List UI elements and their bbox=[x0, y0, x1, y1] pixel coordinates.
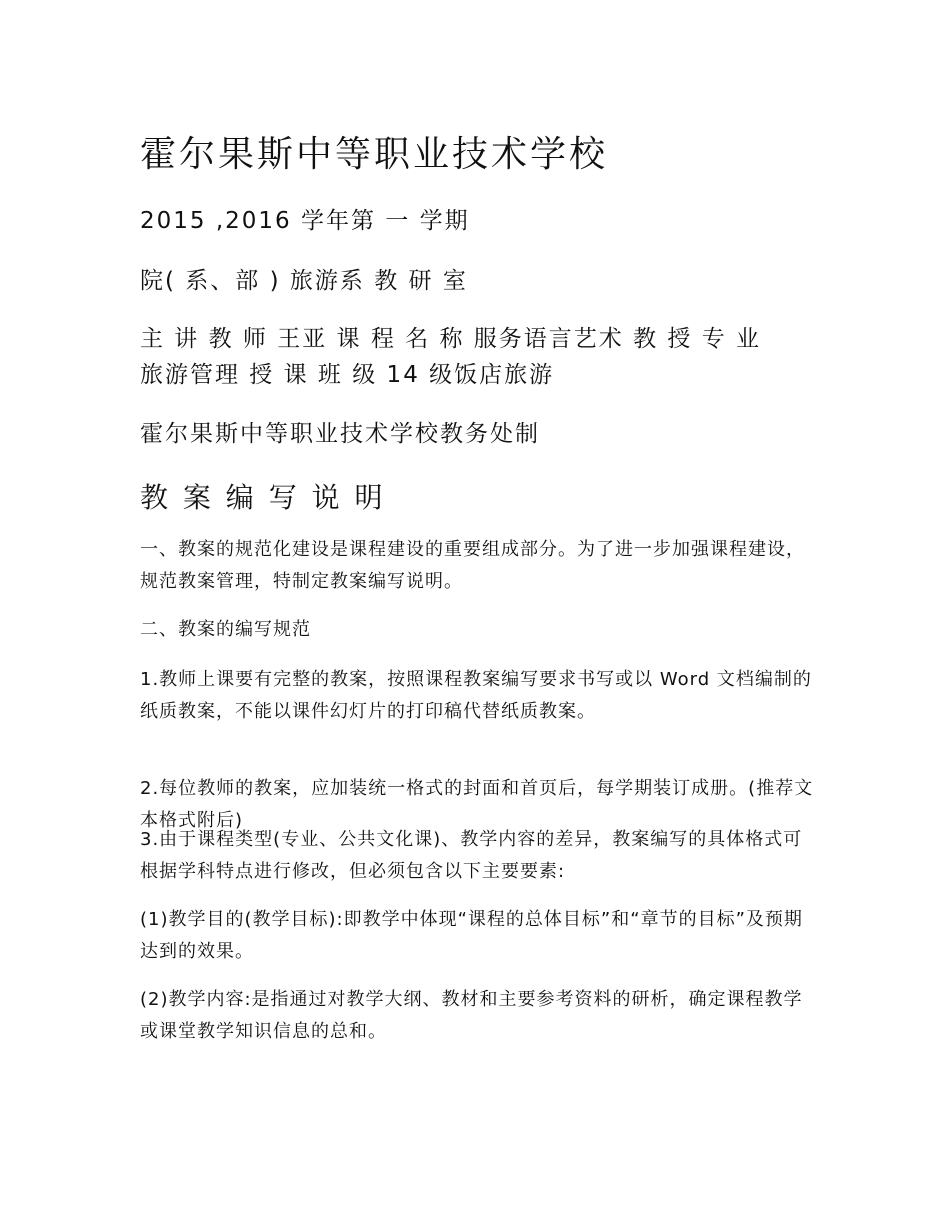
teacher-course-line: 主 讲 教 师 王亚 课 程 名 称 服务语言艺术 教 授 专 业 bbox=[140, 326, 762, 352]
paragraph: (1)教学目的(教学目标):即教学中体现“课程的总体目标”和“章节的目标”及预期达到的效果。 bbox=[140, 909, 803, 962]
paragraph: 3.由于课程类型(专业、公共文化课)、教学内容的差异，教案编写的具体格式可根据学科特点进行修改，但必须包含以下主要要素: bbox=[140, 829, 803, 882]
school-title: 霍尔果斯中等职业技术学校 bbox=[140, 134, 609, 175]
producer-line: 霍尔果斯中等职业技术学校教务处制 bbox=[140, 421, 540, 447]
section-title: 教 案 编 写 说 明 bbox=[140, 481, 386, 514]
department-line: 院( 系、部 ) 旅游系 教 研 室 bbox=[140, 268, 468, 294]
semester-line: 2015 ,2016 学年第 一 学期 bbox=[140, 208, 470, 234]
major-class-line: 旅游管理 授 课 班 级 14 级饭店旅游 bbox=[140, 362, 555, 388]
paragraph: (2)教学内容:是指通过对教学大纲、教材和主要参考资料的研析，确定课程教学或课堂教学知识信息的总和。 bbox=[140, 989, 803, 1042]
paragraph: 二、教案的编写规范 bbox=[140, 619, 311, 640]
paragraph: 一、教案的规范化建设是课程建设的重要组成部分。为了进一步加强课程建设，规范教案管理，特制定教案编写说明。 bbox=[140, 539, 805, 592]
paragraph: 1.教师上课要有完整的教案，按照课程教案编写要求书写或以 Word 文档编制的纸质教案，不能以课件幻灯片的打印稿代替纸质教案。 bbox=[140, 669, 812, 722]
paragraph: 2.每位教师的教案，应加装统一格式的封面和首页后，每学期装订成册。(推荐文本格式附后) bbox=[140, 778, 814, 831]
